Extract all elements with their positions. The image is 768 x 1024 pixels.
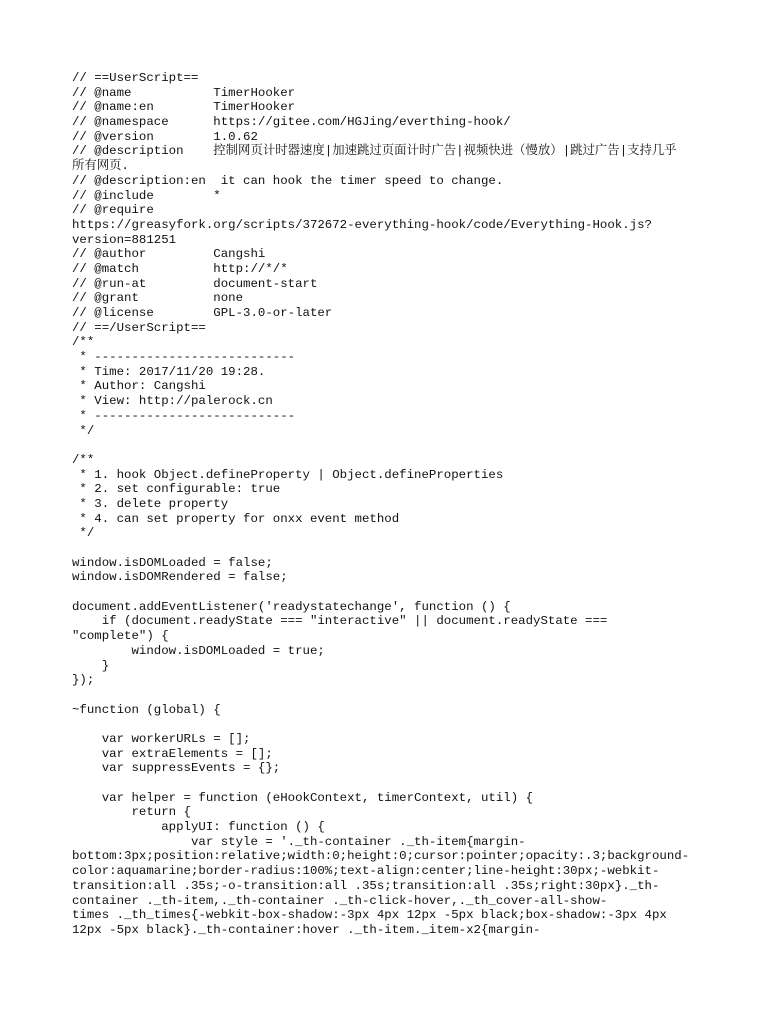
code-line: return { bbox=[72, 805, 191, 820]
code-line: // @match http://*/* bbox=[72, 261, 288, 276]
code-line: // ==/UserScript== bbox=[72, 320, 206, 335]
code-line: // @namespace https://gitee.com/HGJing/everthing-hook/ bbox=[72, 115, 511, 130]
code-line: * --------------------------- bbox=[72, 408, 296, 423]
code-line: /** bbox=[72, 335, 95, 350]
code-line bbox=[72, 585, 712, 600]
code-line: * 1. hook Object.defineProperty | Object.defineProperties bbox=[72, 467, 504, 482]
code-line: window.isDOMLoaded = false; bbox=[72, 555, 273, 570]
code-line: var helper = function (eHookContext, timerContext, util) { bbox=[72, 790, 534, 805]
code-line: window.isDOMRendered = false; bbox=[72, 570, 288, 585]
code-line: applyUI: function () { bbox=[72, 820, 325, 835]
code-line: * Author: Cangshi bbox=[72, 379, 206, 394]
code-line bbox=[72, 438, 712, 453]
code-line: */ bbox=[72, 526, 95, 541]
code-line: // @license GPL-3.0-or-later bbox=[72, 306, 333, 320]
code-line: // @name TimerHooker bbox=[72, 85, 296, 100]
code-line: // @include * bbox=[72, 188, 221, 203]
code-line: // @require bbox=[72, 203, 154, 218]
code-line: // @author Cangshi bbox=[72, 247, 266, 262]
code-line: ~function (global) { bbox=[72, 702, 221, 717]
code-line: if (document.readyState === "interactive" || document.readyState === bbox=[72, 614, 608, 629]
code-line: transition:all .35s;-o-transition:all .35s;transition:all .35s;right:30px}._th- bbox=[72, 878, 660, 893]
code-line: bottom:3px;position:relative;width:0;height:0;cursor:pointer;opacity:.3;background- bbox=[72, 849, 690, 864]
code-line: var suppressEvents = {}; bbox=[72, 761, 281, 776]
code-line: // ==UserScript== bbox=[72, 71, 199, 85]
code-line: container ._th-item,._th-container ._th-click-hover,._th_cover-all-show- bbox=[72, 893, 608, 908]
code-line: color:aquamarine;border-radius:100%;text-align:center;line-height:30px;-webkit- bbox=[72, 864, 660, 879]
code-line: * Time: 2017/11/20 19:28. bbox=[72, 364, 266, 379]
code-line: /** bbox=[72, 452, 95, 467]
code-line: // @description:en it can hook the timer speed to change. bbox=[72, 173, 504, 188]
code-line: * View: http://palerock.cn bbox=[72, 394, 273, 409]
code-line: var extraElements = []; bbox=[72, 746, 273, 761]
code-line: // @description 控制网页计时器速度|加速跳过页面计时广告|视频快进（慢放）|跳过广告|支持几乎 bbox=[72, 144, 677, 159]
code-line: * 3. delete property bbox=[72, 496, 229, 511]
code-line bbox=[72, 717, 712, 732]
code-line: window.isDOMLoaded = true; bbox=[72, 643, 325, 658]
code-line bbox=[72, 541, 712, 556]
code-line: // @grant none bbox=[72, 291, 244, 306]
code-line: 所有网页. bbox=[72, 159, 129, 174]
code-line: * 2. set configurable: true bbox=[72, 482, 281, 497]
code-document bbox=[72, 71, 712, 938]
code-line: * --------------------------- bbox=[72, 350, 296, 365]
code-line bbox=[72, 688, 712, 703]
code-line bbox=[72, 776, 712, 791]
code-line: times ._th_times{-webkit-box-shadow:-3px 4px 12px -5px black;box-shadow:-3px 4px bbox=[72, 908, 667, 923]
code-line: * 4. can set property for onxx event method bbox=[72, 511, 400, 526]
code-line: var style = '._th-container ._th-item{margin- bbox=[72, 834, 526, 849]
code-line: }); bbox=[72, 673, 95, 688]
code-line: 12px -5px black}._th-container:hover ._th-item._item-x2{margin- bbox=[72, 922, 541, 937]
code-line: } bbox=[72, 658, 110, 673]
code-line: https://greasyfork.org/scripts/372672-everything-hook/code/Everything-Hook.js? bbox=[72, 217, 652, 232]
code-line: */ bbox=[72, 423, 95, 438]
code-line: document.addEventListener('readystatechange', function () { bbox=[72, 599, 511, 614]
code-line: "complete") { bbox=[72, 629, 169, 644]
code-line: // @run-at document-start bbox=[72, 276, 318, 291]
code-line: // @version 1.0.62 bbox=[72, 129, 258, 144]
code-line: var workerURLs = []; bbox=[72, 731, 251, 746]
code-line: version=881251 bbox=[72, 232, 177, 247]
code-line: // @name:en TimerHooker bbox=[72, 100, 296, 115]
